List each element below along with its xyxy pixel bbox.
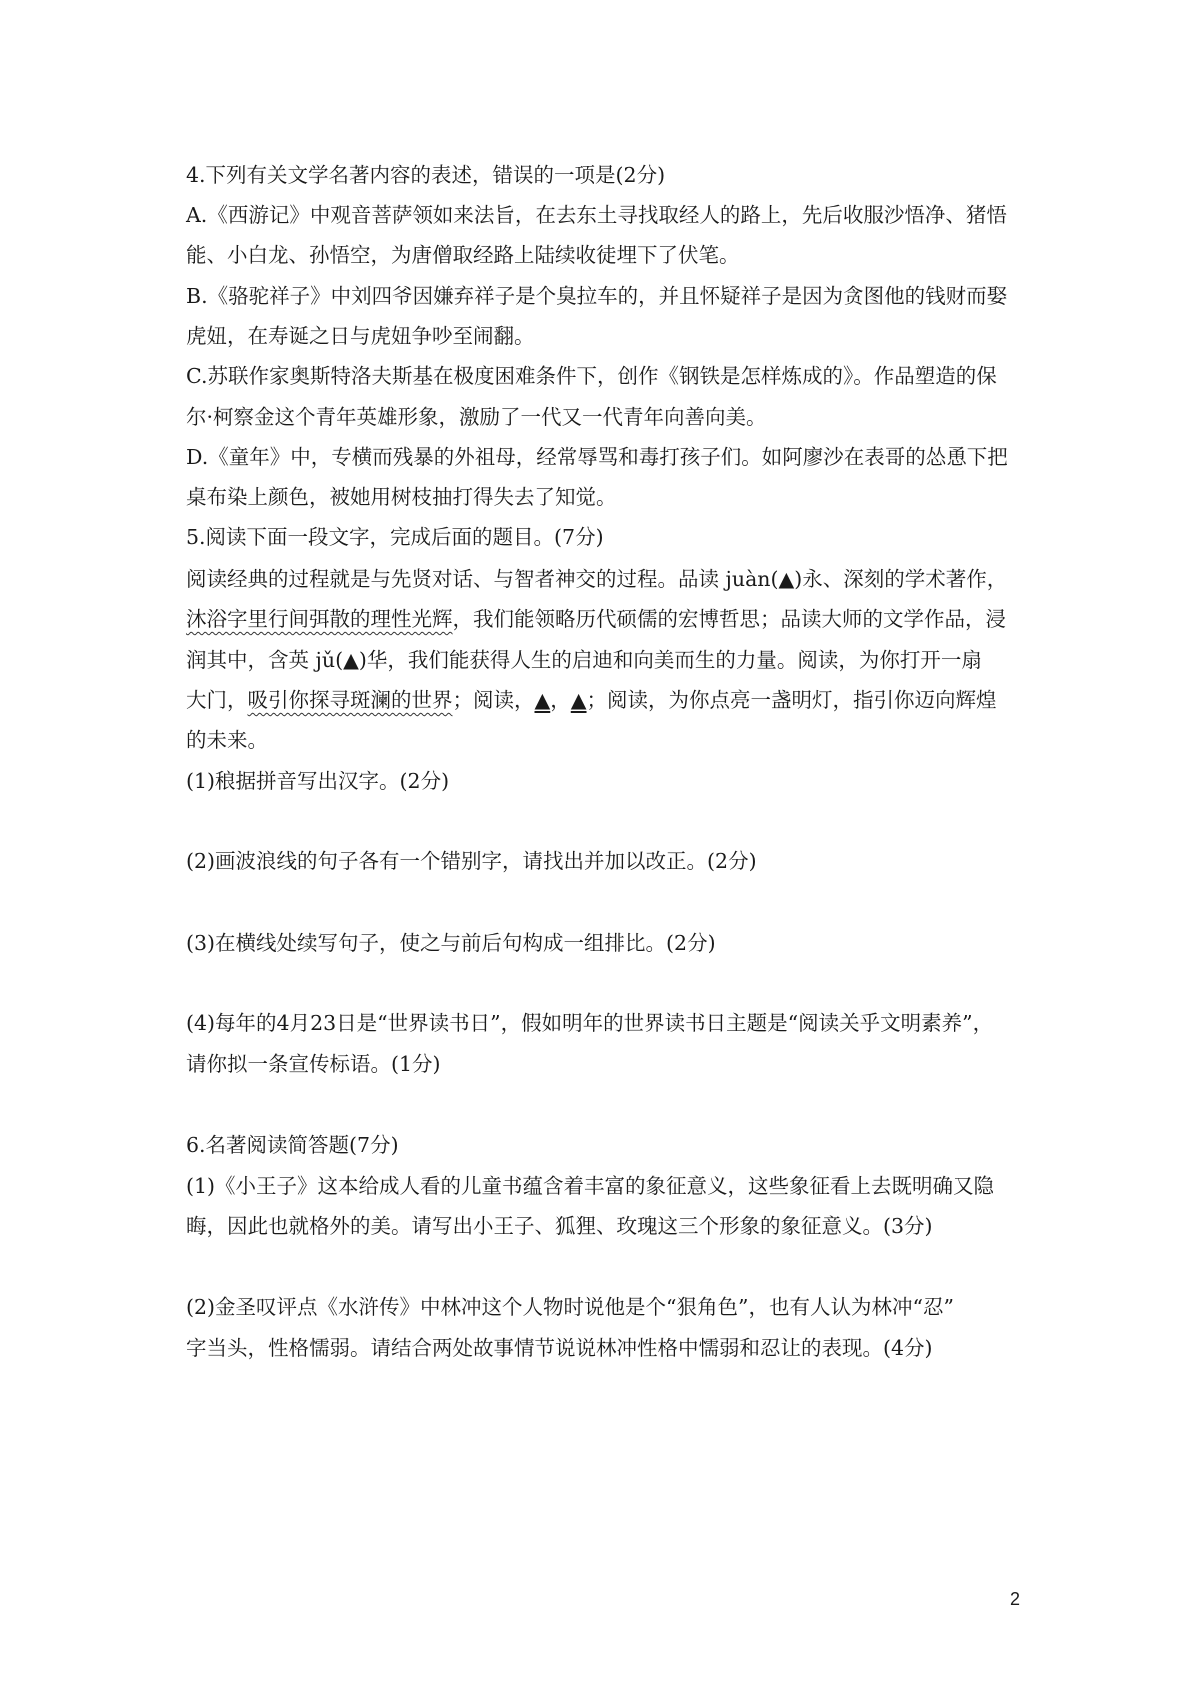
fill-blank-1: ▲ xyxy=(534,688,551,712)
passage-text: ；阅读，为你点亮一盏明灯，指引你迈向辉煌 xyxy=(586,688,997,712)
wavy-underlined-sentence-1: 沐浴字里行间弭散的理性光辉 xyxy=(186,607,453,631)
option-d-line-1: D.《童年》中，专横而残暴的外祖母，经常辱骂和毒打孩子们。如阿廖沙在表哥的怂恿下把 xyxy=(186,445,1008,469)
question-6-sub-2-line-2: 字当头，性格懦弱。请结合两处故事情节说说林冲性格中懦弱和忍让的表现。(4分) xyxy=(186,1336,933,1360)
page-number: 2 xyxy=(1010,1589,1021,1609)
option-a-line-2: 能、小白龙、孙悟空，为唐僧取经路上陆续收徒埋下了伏笔。 xyxy=(186,243,740,267)
passage-line-3: 润其中，含英 jǔ(▲)华，我们能获得人生的启迪和向美而生的力量。阅读，为你打开一扇 xyxy=(186,648,982,672)
question-5-sub-3: (3)在横线处续写句子，使之与前后句构成一组排比。(2分) xyxy=(186,931,716,955)
question-5-sub-4-line-1: (4)每年的4月23日是“世界读书日”，假如明年的世界读书日主题是“阅读关乎文明素养”， xyxy=(186,1011,994,1035)
option-d-line-2: 桌布染上颜色，被她用树枝抽打得失去了知觉。 xyxy=(186,485,617,509)
option-a-line-1: A.《西游记》中观音菩萨领如来法旨，在去东土寻找取经人的路上，先后收服沙悟净、猪悟 xyxy=(186,203,1007,227)
wavy-underlined-sentence-2: 吸引你探寻斑澜的世界 xyxy=(247,688,453,712)
passage-text: ， xyxy=(550,688,571,712)
option-c-line-1: C.苏联作家奥斯特洛夫斯基在极度困难条件下，创作《钢铁是怎样炼成的》。作品塑造的保 xyxy=(186,364,997,388)
question-6-sub-1-line-1: (1)《小王子》这本给成人看的儿童书蕴含着丰富的象征意义，这些象征看上去既明确又隐 xyxy=(186,1174,995,1198)
question-5-sub-2: (2)画波浪线的句子各有一个错别字，请找出并加以改正。(2分) xyxy=(186,849,757,873)
passage-line-4 xyxy=(186,685,1046,715)
question-4-title: 4.下列有关文学名著内容的表述，错误的一项是(2分) xyxy=(186,163,666,187)
question-5-sub-4-line-2: 请你拟一条宣传标语。(1分) xyxy=(186,1052,441,1076)
passage-line-2 xyxy=(186,604,1046,634)
option-b-line-1: B.《骆驼祥子》中刘四爷因嫌弃祥子是个臭拉车的，并且怀疑祥子是因为贪图他的钱财而娶 xyxy=(186,284,1008,308)
passage-text: ；阅读， xyxy=(452,688,535,712)
passage-line-1: 阅读经典的过程就是与先贤对话、与智者神交的过程。品读 juàn(▲)永、深刻的学术著作， xyxy=(186,567,1008,591)
question-6-sub-1-line-2: 晦，因此也就格外的美。请写出小王子、狐狸、玫瑰这三个形象的象征意义。(3分) xyxy=(186,1214,933,1238)
option-c-line-2: 尔·柯察金这个青年英雄形象，激励了一代又一代青年向善向美。 xyxy=(186,405,767,429)
passage-line-5: 的未来。 xyxy=(186,728,268,752)
fill-blank-2: ▲ xyxy=(570,688,587,712)
question-5-sub-1: (1)稂据拼音写出汉字。(2分) xyxy=(186,769,450,793)
question-5-title: 5.阅读下面一段文字，完成后面的题目。(7分) xyxy=(186,525,604,549)
question-6-sub-2-line-1: (2)金圣叹评点《水浒传》中林冲这个人物时说他是个“狠角色”，也有人认为林冲“忍” xyxy=(186,1295,954,1319)
passage-text: 大门， xyxy=(186,688,248,712)
passage-text: ，我们能领略历代硕儒的宏博哲思；品读大师的文学作品，浸 xyxy=(452,607,1006,631)
question-6-title: 6.名著阅读简答题(7分) xyxy=(186,1133,399,1157)
option-b-line-2: 虎妞，在寿诞之日与虎妞争吵至闹翻。 xyxy=(186,324,535,348)
